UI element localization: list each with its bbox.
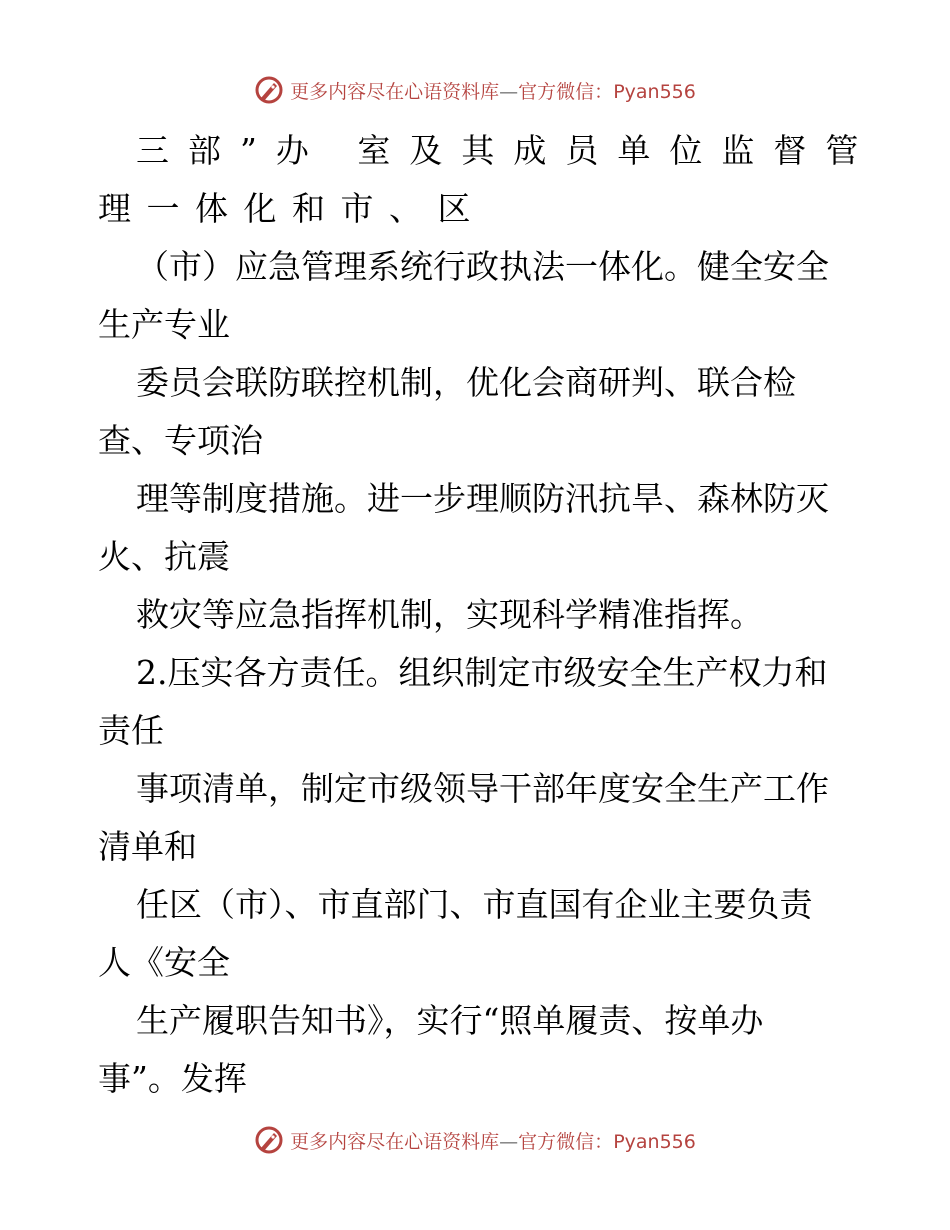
- pen-nib-circle-icon: [254, 75, 284, 105]
- text-line: 事项清单，制定市级领导干部年度安全生产工作: [136, 769, 829, 808]
- text-line: 理等制度措施。进一步理顺防汛抗旱、森林防灭: [136, 479, 829, 518]
- watermark-official-label: 官方微信：: [518, 80, 614, 103]
- text-line: 委员会联防联控机制，优化会商研判、联合检: [136, 363, 796, 402]
- watermark-wechat-id: Pyan556: [613, 1130, 696, 1153]
- watermark-dash: —: [499, 80, 519, 103]
- text-line: 三部”办 室及其成员单位监督管: [136, 131, 878, 170]
- text-line: 生产专业: [98, 305, 230, 344]
- watermark-text: [290, 77, 696, 104]
- watermark-wechat-id: Pyan556: [613, 80, 696, 103]
- text-line: 任区（市）、市直部门、市直国有企业主要负责: [136, 885, 813, 924]
- text-line: 2.压实各方责任。组织制定市级安全生产权力和: [136, 653, 828, 692]
- header-watermark: [0, 70, 950, 110]
- text-line: 火、抗震: [98, 537, 230, 576]
- text-line: 责任: [98, 711, 164, 750]
- footer-watermark: [0, 1120, 950, 1160]
- text-line: 理一体化和市、区: [98, 189, 486, 228]
- watermark-text: [290, 1127, 696, 1154]
- watermark-site-name: 更多内容尽在心语资料库: [290, 1130, 500, 1153]
- watermark-site-name: 更多内容尽在心语资料库: [290, 80, 500, 103]
- text-line: 清单和: [98, 827, 197, 866]
- text-line: 查、专项治: [98, 421, 263, 460]
- text-line: 事”。发挥: [98, 1059, 247, 1098]
- watermark-official-label: 官方微信：: [518, 1130, 614, 1153]
- text-line: （市）应急管理系统行政执法一体化。健全安全: [136, 247, 829, 286]
- watermark-dash: —: [499, 1130, 519, 1153]
- text-line: 人《安全: [98, 943, 230, 982]
- text-line: 生产履职告知书》，实行“照单履责、按单办: [136, 1001, 764, 1040]
- pen-nib-circle-icon: [254, 1125, 284, 1155]
- text-line: 救灾等应急指挥机制，实现科学精准指挥。: [136, 595, 763, 634]
